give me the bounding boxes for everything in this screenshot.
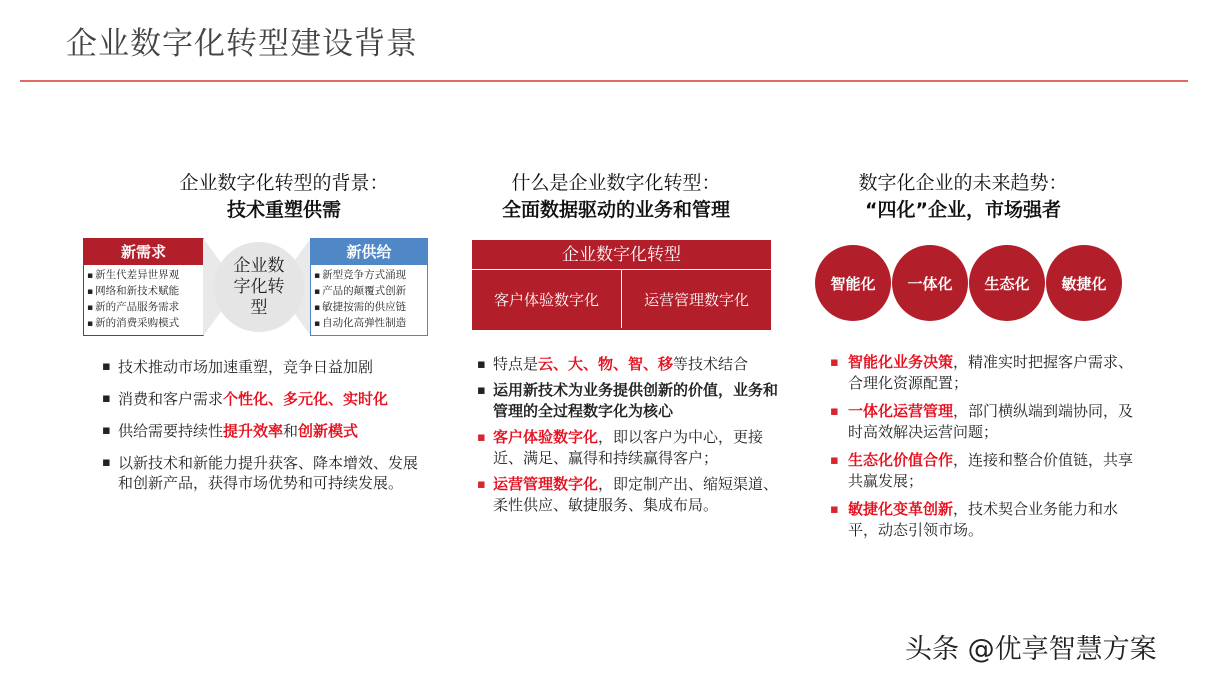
bullet-highlight: 敏捷化变革创新 [848,500,954,518]
bullet-text: ，技术契合业务能力和水平，动态引领市场。 [848,500,1119,539]
bullet-highlight: 生态化价值合作 [848,451,954,469]
bullet-highlight: 云、大、物、智、移 [538,355,674,373]
list-item [828,352,1138,394]
bullet-text: ，即定制产出、缩短渠道、柔性供应、敏捷服务、集成布局。 [493,475,779,514]
list-item [473,474,783,516]
trend-circle-ecosystem: 生态化 [969,245,1045,321]
trend-circle-intelligent: 智能化 [815,245,891,321]
bullet-highlight: 创新模式 [298,422,359,440]
list-item [473,427,783,469]
list-item [473,354,783,375]
bullet-highlight: 运营管理数字化 [493,475,599,493]
bullet-text: 技术推动市场加速重塑，竞争日益加剧 [118,358,374,376]
list-item [98,357,428,377]
new-supply-title: 新供给 [311,239,427,265]
bullet-text: 和 [283,422,299,440]
list-item [828,401,1138,443]
center-circle-label: 企业数字化转型 [233,255,285,318]
demand-item: ▪ 新生代差异世界观 [87,268,203,284]
new-supply-list [314,268,427,332]
bullet-text: ，部门横纵端到端协同，及时高效解决运营问题； [848,402,1134,441]
new-demand-title: 新需求 [84,239,203,265]
bullet-bold-text: 运用新技术为业务提供创新的价值，业务和管理的全过程数字化为核心 [493,381,779,420]
col3-subheading: “四化”企业，市场强者 [865,199,1061,221]
list-item [473,380,783,422]
col3-heading-text: 数字化企业的未来趋势： [858,172,1068,194]
demand-item: ▪ 新的消费采购模式 [87,316,203,332]
bullet-text: 以新技术和新能力提升获客、降本增效、发展和创新产品，获得市场优势和可持续发展。 [118,454,419,492]
bullet-text: 等技术结合 [673,355,749,373]
trend-circle-agile: 敏捷化 [1046,245,1122,321]
col1-heading-text: 企业数字化转型的背景： [179,172,389,194]
supply-item: ▪ 新型竞争方式涌现 [314,268,427,284]
list-item [828,499,1138,541]
col2-subheading: 全面数据驱动的业务和管理 [501,199,730,221]
bullet-text: ，连接和整合价值链，共享共赢发展； [848,451,1134,490]
list-item [98,421,428,441]
demand-item: ▪ 网络和新技术赋能 [87,284,203,300]
demand-item: ▪ 新的产品服务需求 [87,300,203,316]
new-supply-box [310,238,428,336]
supply-item: ▪ 敏捷按需的供应链 [314,300,427,316]
watermark: 头条 @优享智慧方案 [905,634,1157,665]
bullet-text: 消费和客户需求 [118,390,224,408]
new-demand-box [83,238,204,336]
trend-circle-integrated: 一体化 [892,245,968,321]
list-item [98,389,428,409]
bullet-highlight: 提升效率 [223,422,284,440]
supply-demand-diagram [83,238,428,338]
bullet-text: ，精准实时把握客户需求、合理化资源配置； [848,353,1134,392]
bullet-highlight: 客户体验数字化 [493,428,599,446]
transformation-box [472,240,771,330]
col3-heading [798,170,1128,224]
col3-bullet-list [828,352,1138,548]
col1-subheading: 技术重塑供需 [226,199,341,221]
col2-heading-text: 什么是企业数字化转型： [511,172,721,194]
operations-management-cell: 运营管理数字化 [621,270,771,328]
bullet-text: 特点是 [493,355,539,373]
new-demand-list [87,268,203,332]
center-circle [214,242,304,332]
bullet-highlight: 个性化、多元化、实时化 [223,390,389,408]
col1-bullet-list [98,357,428,505]
bullet-text: ，即以客户为中心，更接近、满足、赢得和持续赢得客户； [493,428,764,467]
col2-heading [451,170,781,224]
bullet-highlight: 一体化运营管理 [848,402,954,420]
supply-item: ▪ 产品的颠覆式创新 [314,284,427,300]
bullet-highlight: 智能化业务决策 [848,353,954,371]
list-item [98,453,428,493]
list-item [828,450,1138,492]
four-trends-circles [815,245,1125,321]
supply-item: ▪ 自动化高弹性制造 [314,316,427,332]
col2-bullet-list [473,354,783,521]
col1-heading [119,170,449,224]
customer-experience-cell: 客户体验数字化 [493,290,599,309]
bullet-text: 供给需要持续性 [118,422,224,440]
page-title: 企业数字化转型建设背景 [66,26,418,62]
transformation-box-title: 企业数字化转型 [472,240,771,270]
title-divider [20,80,1188,82]
